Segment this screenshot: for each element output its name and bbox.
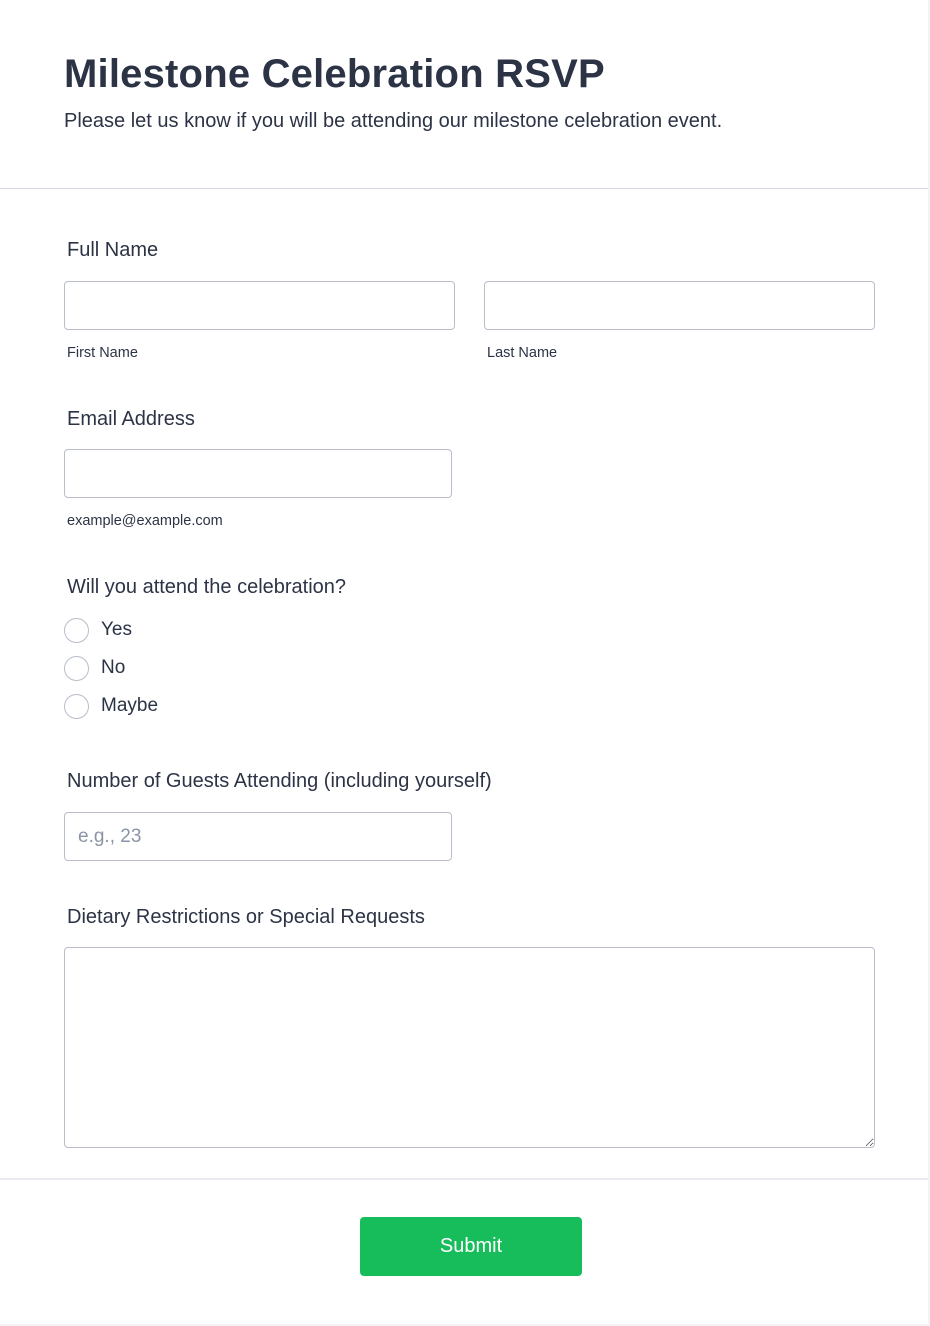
radio-label: Maybe — [101, 695, 159, 716]
guests-label: Number of Guests Attending (including yourself) — [67, 770, 492, 792]
page-subtitle: Please let us know if you will be attending our milestone celebration event. — [64, 110, 723, 132]
dietary-label: Dietary Restrictions or Special Requests — [67, 906, 425, 928]
first-name-input[interactable] — [64, 281, 455, 330]
page-title: Milestone Celebration RSVP — [64, 52, 605, 96]
attendance-label: Will you attend the celebration? — [67, 576, 347, 598]
full-name-label: Full Name — [67, 239, 159, 261]
form-header — [0, 0, 928, 189]
radio-option-maybe[interactable] — [64, 693, 158, 719]
dietary-textarea[interactable] — [64, 947, 875, 1148]
radio-label: No — [101, 657, 126, 678]
first-name-sublabel: First Name — [67, 345, 138, 361]
email-sublabel: example@example.com — [67, 513, 223, 529]
email-label: Email Address — [67, 408, 195, 430]
last-name-sublabel: Last Name — [487, 345, 558, 361]
radio-button[interactable] — [64, 656, 89, 681]
footer-divider — [0, 1178, 928, 1180]
guests-input[interactable] — [64, 812, 452, 861]
radio-label: Yes — [101, 619, 132, 640]
radio-button[interactable] — [64, 618, 89, 643]
radio-option-no[interactable] — [64, 655, 125, 681]
radio-button[interactable] — [64, 694, 89, 719]
email-input[interactable] — [64, 449, 452, 498]
submit-button[interactable]: Submit — [360, 1217, 582, 1276]
radio-option-yes[interactable] — [64, 617, 132, 643]
last-name-input[interactable] — [484, 281, 875, 330]
